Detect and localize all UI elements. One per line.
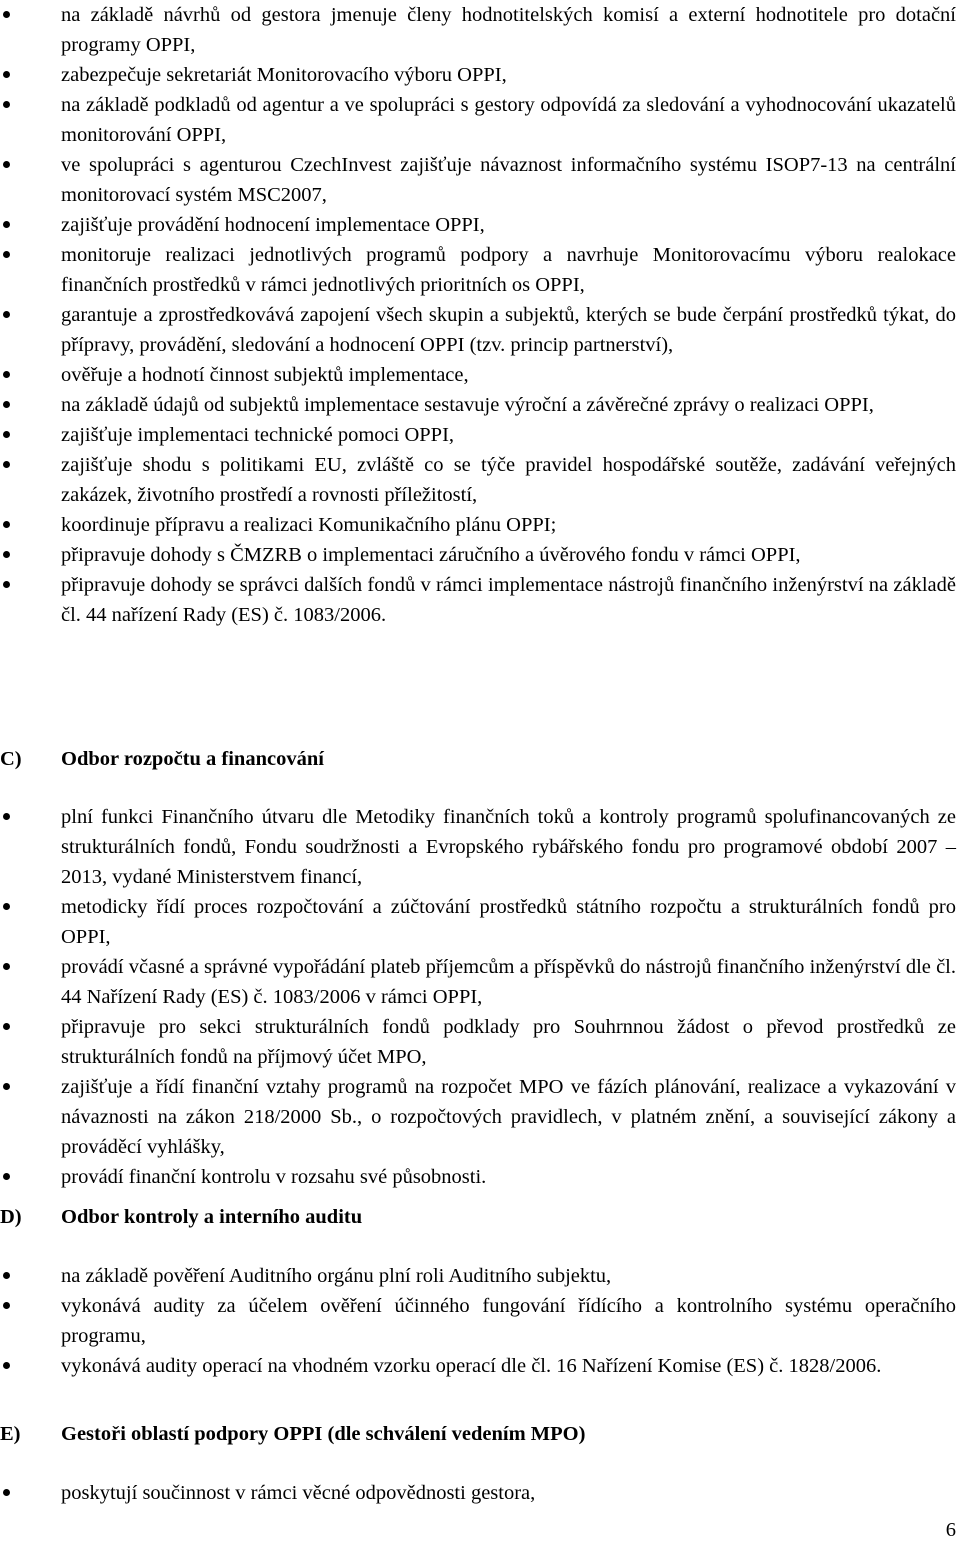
bullet-icon	[3, 813, 10, 820]
bullet-icon	[3, 251, 10, 258]
bullet-icon	[3, 1023, 10, 1030]
bullet-icon	[3, 903, 10, 910]
list-item: na základě údajů od subjektů implementace sestavuje výroční a závěrečné zprávy o realizaci OPPI,	[0, 390, 960, 420]
bullet-icon	[3, 1173, 10, 1180]
bullet-icon	[3, 71, 10, 78]
list-item: zajišťuje implementaci technické pomoci OPPI,	[0, 420, 960, 450]
list-item: vykonává audity operací na vhodném vzorku operací dle čl. 16 Nařízení Komise (ES) č. 1828/2006.	[0, 1351, 960, 1381]
bullet-icon	[3, 1302, 10, 1309]
section-d-list	[0, 1261, 960, 1381]
bullet-icon	[3, 11, 10, 18]
section-d	[0, 1202, 960, 1381]
list-item: připravuje pro sekci strukturálních fondů podklady pro Souhrnnou žádost o převod prostředků ze strukturálních fondů na příjmový účet MPO,	[0, 1012, 960, 1072]
bullet-icon	[3, 311, 10, 318]
list-item: na základě pověření Auditního orgánu plní roli Auditního subjektu,	[0, 1261, 960, 1291]
bullet-icon	[3, 371, 10, 378]
list-item: na základě návrhů od gestora jmenuje členy hodnotitelských komisí a externí hodnotitele pro dotační programy OPPI,	[0, 0, 960, 60]
list-item: poskytují součinnost v rámci věcné odpovědnosti gestora,	[0, 1478, 960, 1508]
page-number: 6	[945, 1519, 956, 1541]
bullet-icon	[3, 581, 10, 588]
bullet-icon	[3, 963, 10, 970]
list-item: zabezpečuje sekretariát Monitorovacího výboru OPPI,	[0, 60, 960, 90]
section-heading	[0, 1202, 960, 1232]
list-item: připravuje dohody se správci dalších fondů v rámci implementace nástrojů finančního inženýrství na základě čl. 44 nařízení Rady (ES) č. 1083/2006.	[0, 570, 960, 630]
section-title: Odbor kontroly a interního auditu	[61, 1206, 363, 1228]
bullet-icon	[3, 161, 10, 168]
list-item: ověřuje a hodnotí činnost subjektů implementace,	[0, 360, 960, 390]
bullet-icon	[3, 551, 10, 558]
list-item: provádí finanční kontrolu v rozsahu své působnosti.	[0, 1162, 960, 1192]
list-item: garantuje a zprostředkovává zapojení všech skupin a subjektů, kterých se bude čerpání prostředků týkat, do přípravy, provádění, sledování a hodnocení OPPI (tzv. princip partnerství),	[0, 300, 960, 360]
bullet-icon	[3, 1272, 10, 1279]
section-heading	[0, 744, 960, 774]
section-letter: C)	[0, 748, 22, 770]
list-item: zajišťuje a řídí finanční vztahy programů na rozpočet MPO ve fázích plánování, realizace a vykazování v návaznosti na zákon 218/2000 Sb., o rozpočtových pravidlech, v platném znění, a související zákony a prováděcí vyhlášky,	[0, 1072, 960, 1162]
list-item: provádí včasné a správné vypořádání plateb příjemcům a příspěvků do nástrojů finančního inženýrství dle čl. 44 Nařízení Rady (ES) č. 1083/2006 v rámci OPPI,	[0, 952, 960, 1012]
section-e-list	[0, 1478, 960, 1508]
list-item: metodicky řídí proces rozpočtování a zúčtování prostředků státního rozpočtu a strukturálních fondů pro OPPI,	[0, 892, 960, 952]
list-item: plní funkci Finančního útvaru dle Metodiky finančních toků a kontroly programů spolufinancovaných ze strukturálních fondů, Fondu soudržnosti a Evropského rybářského fondu pro programové období 2007 – 2013, vydané Ministerstvem financí,	[0, 802, 960, 892]
list-item: vykonává audity za účelem ověření účinného fungování řídícího a kontrolního systému operačního programu,	[0, 1291, 960, 1351]
list-item: na základě podkladů od agentur a ve spolupráci s gestory odpovídá za sledování a vyhodnocování ukazatelů monitorování OPPI,	[0, 90, 960, 150]
section-letter: E)	[0, 1423, 21, 1445]
list-item: ve spolupráci s agenturou CzechInvest zajišťuje návaznost informačního systému ISOP7-13 na centrální monitorovací systém MSC2007,	[0, 150, 960, 210]
bullet-icon	[3, 1083, 10, 1090]
bullet-icon	[3, 1489, 10, 1496]
section-e	[0, 1419, 960, 1508]
bullet-icon	[3, 461, 10, 468]
section-letter: D)	[0, 1206, 22, 1228]
section-c	[0, 744, 960, 1192]
bullet-icon	[3, 101, 10, 108]
section-heading	[0, 1419, 960, 1449]
list-item: zajišťuje shodu s politikami EU, zvláště co se týče pravidel hospodářské soutěže, zadávání veřejných zakázek, životního prostředí a rovnosti příležitostí,	[0, 450, 960, 510]
bullet-icon	[3, 401, 10, 408]
list-item: připravuje dohody s ČMZRB o implementaci záručního a úvěrového fondu v rámci OPPI,	[0, 540, 960, 570]
bullet-icon	[3, 521, 10, 528]
section-title: Gestoři oblastí podpory OPPI (dle schválení vedením MPO)	[61, 1423, 586, 1445]
section-c-list	[0, 802, 960, 1192]
bullet-icon	[3, 1362, 10, 1369]
list-item: zajišťuje provádění hodnocení implementace OPPI,	[0, 210, 960, 240]
bullet-icon	[3, 431, 10, 438]
intro-list	[0, 0, 960, 630]
list-item: monitoruje realizaci jednotlivých programů podpory a navrhuje Monitorovacímu výboru realokace finančních prostředků v rámci jednotlivých prioritních os OPPI,	[0, 240, 960, 300]
list-item: koordinuje přípravu a realizaci Komunikačního plánu OPPI;	[0, 510, 960, 540]
section-title: Odbor rozpočtu a financování	[61, 748, 324, 770]
bullet-icon	[3, 221, 10, 228]
